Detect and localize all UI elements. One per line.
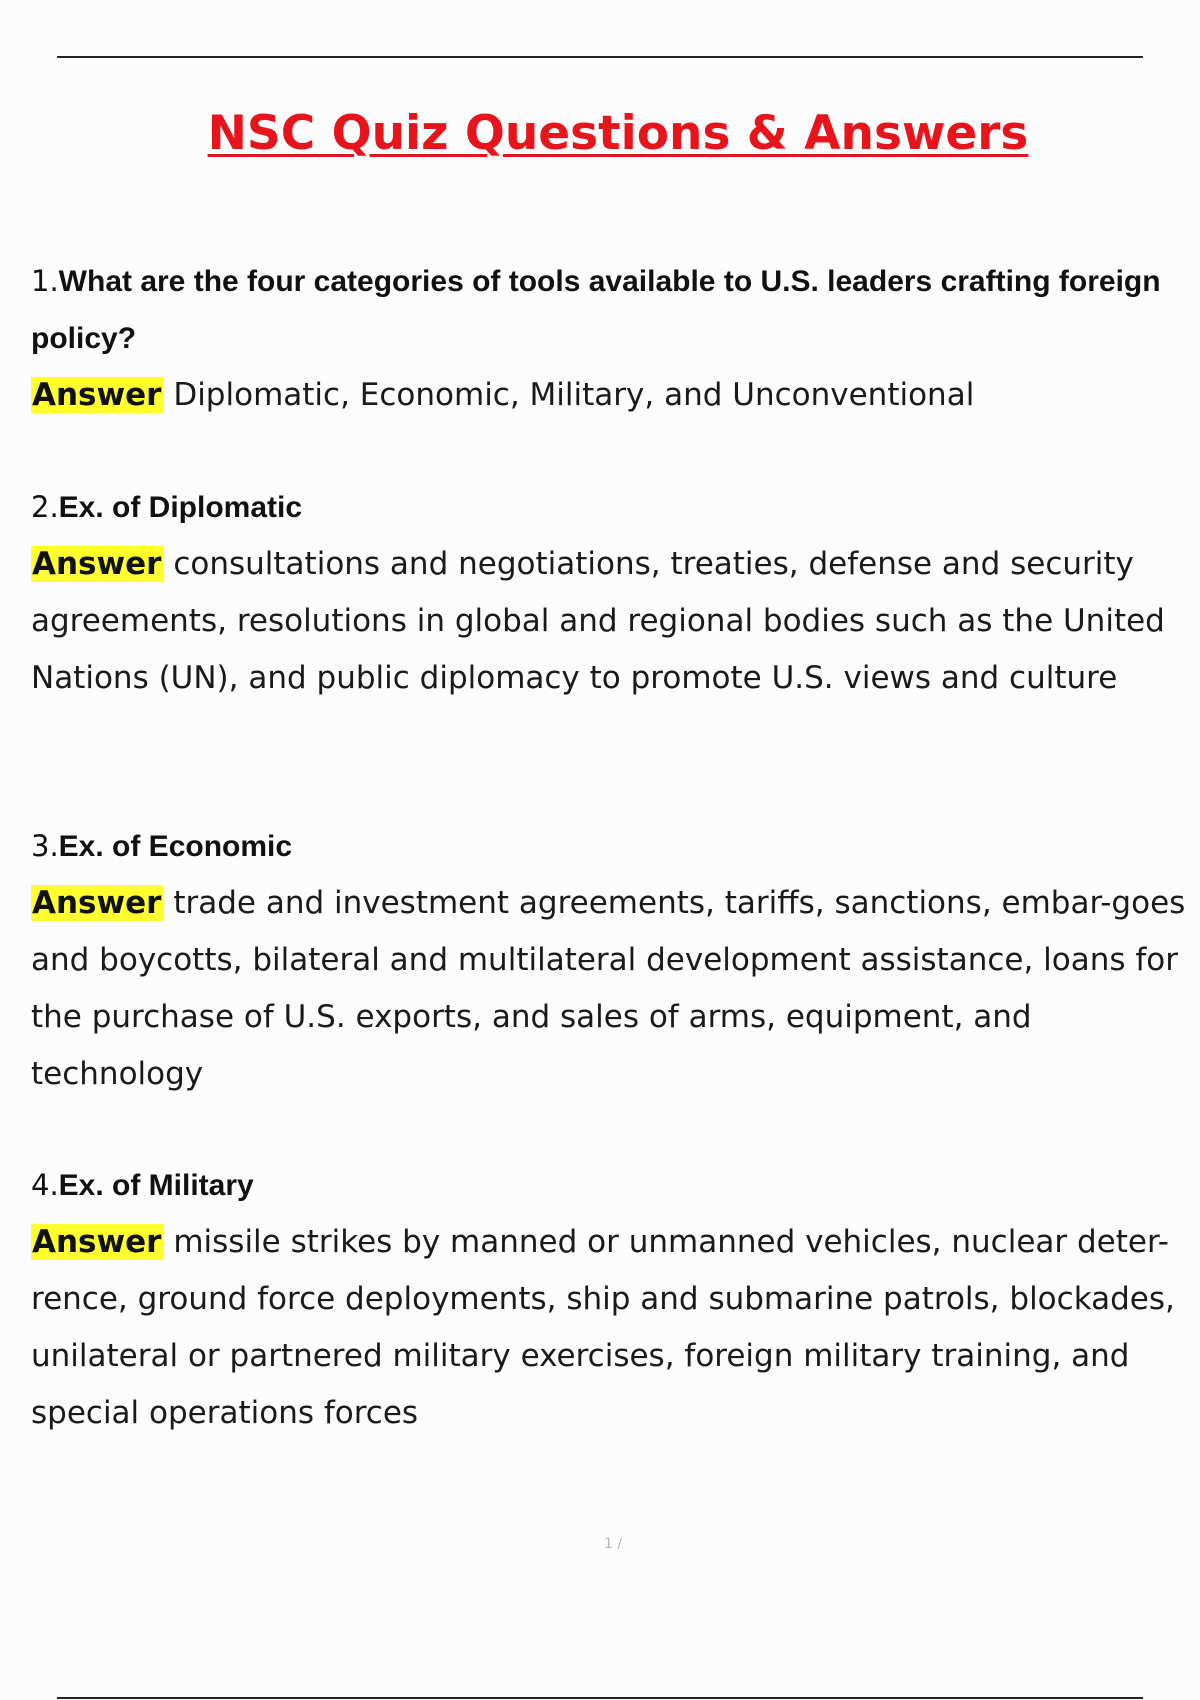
question-3: [31, 818, 1196, 875]
question-text: Ex. of Economic: [58, 830, 293, 863]
answer-2: [31, 536, 1196, 707]
question-number: 1.: [31, 264, 59, 298]
qa-item-1: [31, 253, 1196, 424]
question-text: What are the four categories of tools available to U.S. leaders crafting foreign policy?: [31, 265, 1161, 355]
answer-label: Answer: [32, 546, 162, 582]
answer-4: [31, 1214, 1196, 1442]
qa-item-4: [31, 1157, 1196, 1442]
answer-text: trade and investment agreements, tariffs, sanctions, embar-goes and boycotts, bilateral and multilateral development assistance, loans for the purchase of U.S. exports, and sales of arms, equipment, and technology: [31, 885, 1186, 1092]
top-rule: [57, 56, 1143, 58]
document-title: NSC Quiz Questions & Answers: [207, 106, 1029, 161]
qa-item-2: [31, 479, 1196, 707]
bottom-rule: [57, 1697, 1143, 1699]
answer-3: [31, 875, 1196, 1103]
answer-label: Answer: [32, 377, 162, 413]
question-text: Ex. of Military: [58, 1169, 254, 1202]
qa-item-3: [31, 818, 1196, 1103]
question-4: [31, 1157, 1196, 1214]
answer-label: Answer: [32, 1224, 162, 1260]
question-number: 2.: [31, 490, 59, 524]
page-number: 1 /: [604, 1536, 623, 1552]
question-2: [31, 479, 1196, 536]
question-number: 3.: [31, 829, 59, 863]
answer-text: consultations and negotiations, treaties, defense and security agreements, resolutions in global and regional bodies such as the United Nations (UN), and public diplomacy to promote U.S. views and culture: [31, 546, 1165, 696]
question-1: [31, 253, 1196, 367]
question-number: 4.: [31, 1168, 59, 1202]
answer-label: Answer: [32, 885, 162, 921]
answer-1: [31, 367, 1196, 424]
answer-text: missile strikes by manned or unmanned vehicles, nuclear deter-rence, ground force deployments, ship and submarine patrols, blockades, unilateral or partnered military exercises, foreign military training, and special operations forces: [31, 1224, 1175, 1431]
answer-text: Diplomatic, Economic, Military, and Unconventional: [173, 377, 975, 413]
question-text: Ex. of Diplomatic: [58, 491, 303, 524]
